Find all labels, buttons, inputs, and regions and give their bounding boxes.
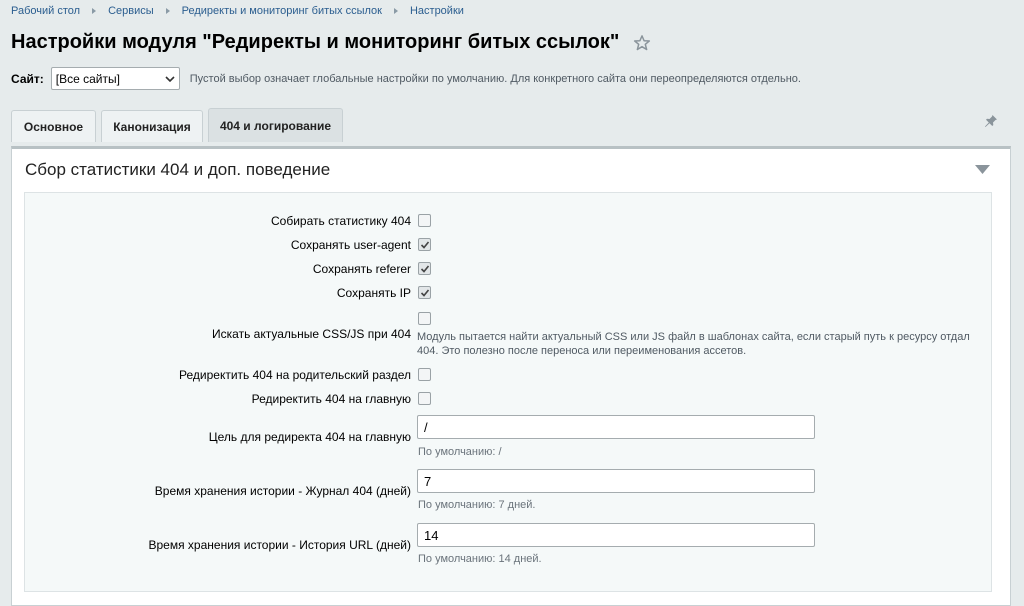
field-hint: По умолчанию: 14 дней. — [418, 553, 542, 565]
check-icon — [420, 240, 430, 250]
save-referer-checkbox[interactable] — [418, 262, 431, 275]
save-user-agent-checkbox[interactable] — [418, 238, 431, 251]
star-icon[interactable] — [633, 34, 651, 52]
breadcrumb-item-module[interactable]: Редиректы и мониторинг битых ссылок — [181, 5, 382, 17]
checkbox-label: Редиректить 404 на родительский раздел — [179, 368, 411, 382]
site-select[interactable] — [51, 67, 180, 90]
field-label: Цель для редиректа 404 на главную — [208, 430, 411, 444]
tab-main[interactable]: Основное — [11, 110, 96, 142]
check-icon — [420, 288, 430, 298]
tab-bar — [11, 108, 348, 142]
field-hint: По умолчанию: / — [418, 446, 502, 458]
checkbox-label: Редиректить 404 на главную — [251, 392, 411, 406]
collapse-arrow-icon[interactable] — [975, 165, 990, 174]
breadcrumb-item-desktop[interactable]: Рабочий стол — [11, 5, 81, 17]
site-select-value: [Все сайты] — [55, 71, 120, 86]
site-selector-row — [11, 67, 801, 90]
check-icon — [420, 264, 430, 274]
checkbox-label: Сохранять IP — [336, 286, 411, 300]
form-area — [24, 192, 992, 592]
breadcrumb — [11, 5, 464, 17]
page-title: Настройки модуля "Редиректы и мониторинг битых ссылок" — [11, 31, 620, 53]
field-hint: По умолчанию: 7 дней. — [418, 499, 536, 511]
field-label: Время хранения истории - Журнал 404 (дней) — [154, 484, 411, 498]
tab-canonization[interactable]: Канонизация — [101, 110, 203, 142]
checkbox-label: Сохранять referer — [312, 262, 411, 276]
journal-404-retention-input[interactable] — [417, 469, 815, 493]
url-history-retention-input[interactable] — [417, 523, 815, 547]
redirect-404-home-checkbox[interactable] — [418, 392, 431, 405]
collect-404-stats-checkbox[interactable] — [418, 214, 431, 227]
tab-404-logging[interactable]: 404 и логирование — [208, 108, 343, 142]
page-title-row — [11, 31, 651, 54]
site-hint: Пустой выбор означает глобальные настройки по умолчанию. Для конкретного сайта они переопределяются отдельно. — [189, 72, 801, 85]
field-label: Время хранения истории - История URL (дней) — [148, 538, 411, 552]
redirect-target-input[interactable] — [417, 415, 815, 439]
checkbox-label: Искать актуальные CSS/JS при 404 — [212, 327, 411, 341]
section-title: Сбор статистики 404 и доп. поведение — [25, 160, 331, 179]
site-label: Сайт: — [11, 71, 44, 86]
find-actual-css-js-checkbox[interactable] — [418, 312, 431, 325]
breadcrumb-separator-icon — [394, 8, 398, 14]
chevron-down-icon — [165, 76, 175, 82]
breadcrumb-item-services[interactable]: Сервисы — [108, 5, 154, 17]
checkbox-label: Сохранять user-agent — [290, 238, 411, 252]
breadcrumb-separator-icon — [166, 8, 170, 14]
redirect-404-parent-checkbox[interactable] — [418, 368, 431, 381]
save-ip-checkbox[interactable] — [418, 286, 431, 299]
pin-icon[interactable] — [984, 114, 998, 128]
settings-panel — [11, 146, 1011, 606]
breadcrumb-item-settings[interactable]: Настройки — [409, 5, 464, 17]
breadcrumb-separator-icon — [92, 8, 96, 14]
checkbox-label: Собирать статистику 404 — [271, 214, 411, 228]
option-note: Модуль пытается найти актуальный CSS или JS файл в шаблонах сайта, если старый путь к ресурсу отдал 404. Это полезно после переноса или переименования ассетов. — [417, 331, 970, 357]
